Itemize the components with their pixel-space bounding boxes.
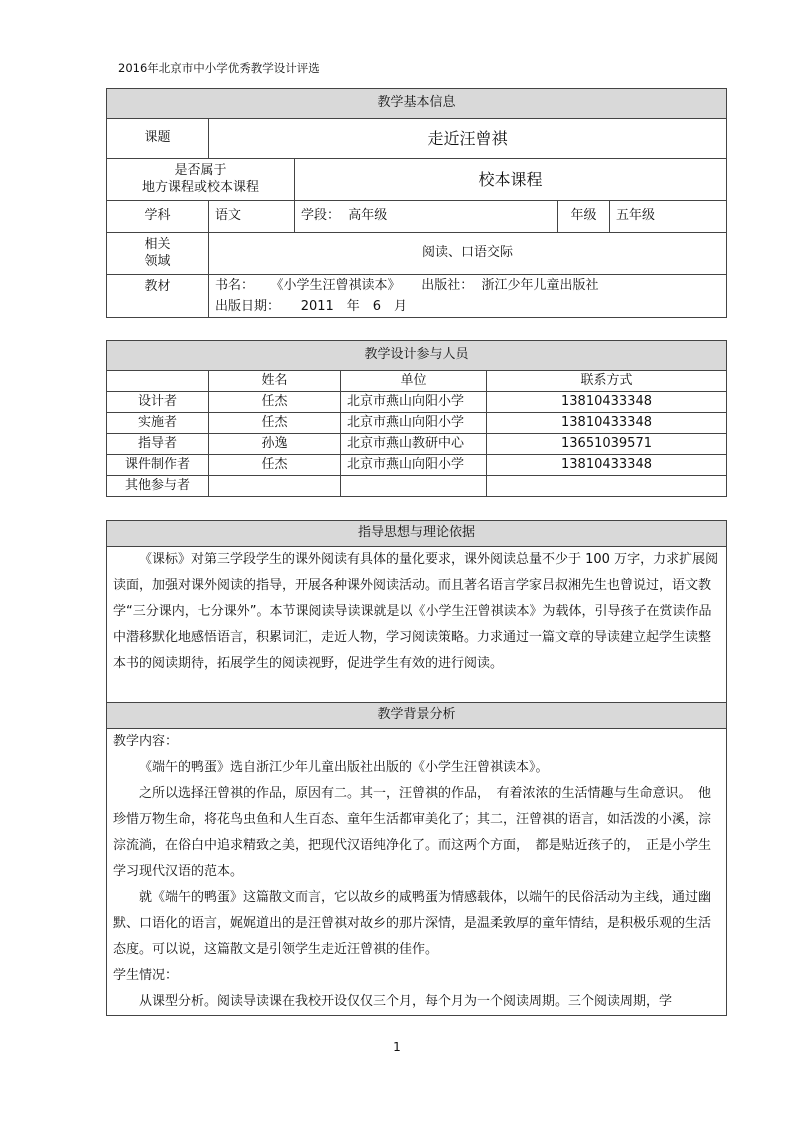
field-label-line2: 领域 — [144, 253, 171, 269]
book-value: 《小学生汪曾祺读本》 — [270, 278, 401, 293]
col-unit: 单位 — [341, 371, 487, 392]
publisher-label: 出版社： — [421, 278, 474, 293]
textbook-label: 教材 — [107, 275, 209, 318]
background-paragraph-3: 就《端午的鸭蛋》这篇散文而言，它以故乡的咸鸭蛋为情感载体，以端午的民俗活动为主线，通过幽默、口语化的语言，娓娓道出的是汪曾祺对故乡的那片深情，是温柔敦厚的童年情结，是积极乐观的生活态度。可以说，这篇散文是引领学生走近汪曾祺的佳作。 — [113, 890, 712, 957]
grade-label: 年级 — [558, 201, 610, 233]
background-paragraph-2: 之所以选择汪曾祺的作品，原因有二。其一，汪曾祺的作品， 有着浓浓的生活情趣与生命意识。 他珍惜万物生命，将花鸟虫鱼和人生百态、童年生活都审美化了；其二，汪曾祺的语言，如活泼的小溪，淙淙流淌，在俗白中追求精致之美，把现代汉语纯净化了。而这两个方面， 都是贴近孩子的， 正是小学生学习现代汉语的范本。 — [113, 786, 712, 879]
role: 其他参与者 — [107, 476, 209, 497]
course-label-line2: 地方课程或校本课程 — [141, 179, 259, 195]
participants-table — [106, 340, 727, 497]
person-unit: 北京市燕山向阳小学 — [341, 413, 487, 434]
content-label: 教学内容： — [113, 734, 179, 749]
person-name: 孙逸 — [209, 434, 341, 455]
table-row — [107, 455, 727, 476]
person-name — [209, 476, 341, 497]
col-name: 姓名 — [209, 371, 341, 392]
field-value: 阅读、口语交际 — [209, 233, 727, 275]
role: 设计者 — [107, 392, 209, 413]
person-phone — [487, 476, 727, 497]
role: 实施者 — [107, 413, 209, 434]
stage-label: 学段： — [301, 208, 341, 224]
course-type-label — [107, 159, 295, 201]
subject-value: 语文 — [209, 201, 295, 233]
book-label: 书名： — [215, 278, 255, 293]
field-label-line1: 相关 — [144, 237, 171, 253]
role: 指导者 — [107, 434, 209, 455]
course-label-line1: 是否属于 — [174, 163, 227, 179]
person-unit: 北京市燕山教研中心 — [341, 434, 487, 455]
grade-value: 五年级 — [610, 201, 727, 233]
basic-info-title: 教学基本信息 — [107, 89, 727, 119]
theory-body — [107, 547, 727, 703]
topic-label: 课题 — [107, 119, 209, 159]
person-unit — [341, 476, 487, 497]
person-phone: 13810433348 — [487, 455, 727, 476]
header-empty — [107, 371, 209, 392]
course-type-value: 校本课程 — [295, 159, 727, 201]
analysis-table — [106, 520, 727, 1016]
person-unit: 北京市燕山向阳小学 — [341, 455, 487, 476]
subject-label: 学科 — [107, 201, 209, 233]
person-phone: 13810433348 — [487, 413, 727, 434]
person-name: 任杰 — [209, 413, 341, 434]
field-label — [107, 233, 209, 275]
person-name: 任杰 — [209, 392, 341, 413]
student-label: 学生情况： — [113, 968, 179, 983]
basic-info-table — [106, 88, 727, 318]
stage-value: 高年级 — [348, 208, 388, 224]
page-header: 2016年北京市中小学优秀教学设计评选 — [118, 61, 320, 75]
background-paragraph-1: 《端午的鸭蛋》选自浙江少年儿童出版社出版的《小学生汪曾祺读本》。 — [139, 760, 549, 775]
page-number: 1 — [393, 1040, 401, 1054]
publisher-value: 浙江少年儿童出版社 — [481, 278, 599, 293]
textbook-value — [209, 275, 727, 318]
theory-title: 指导思想与理论依据 — [107, 521, 727, 547]
col-contact: 联系方式 — [487, 371, 727, 392]
date-label: 出版日期： — [215, 299, 281, 314]
background-body — [107, 729, 727, 1016]
person-name: 任杰 — [209, 455, 341, 476]
person-unit: 北京市燕山向阳小学 — [341, 392, 487, 413]
date-value: 2011 年 6 月 — [300, 299, 408, 314]
stage-cell — [295, 201, 558, 233]
table-row — [107, 413, 727, 434]
table-row — [107, 476, 727, 497]
theory-paragraph: 《课标》对第三学段学生的课外阅读有具体的量化要求，课外阅读总量不少于 100 万字，力求扩展阅读面，加强对课外阅读的指导，开展各种课外阅读活动。而且著名语言学家吕叔湘先生也曾说过，语文教学“三分课内，七分课外”。本节课阅读导读课就是以《小学生汪曾祺读本》为载体，引导孩子在赏读作品中潜移默化地感悟语言，积累词汇，走近人物，学习阅读策略。力求通过一篇文章的导读建立起学生读整本书的阅读期待，拓展学生的阅读视野，促进学生有效的进行阅读。 — [113, 552, 719, 671]
person-phone: 13810433348 — [487, 392, 727, 413]
role: 课件制作者 — [107, 455, 209, 476]
background-paragraph-4: 从课型分析。阅读导读课在我校开设仅仅三个月，每个月为一个阅读周期。三个阅读周期，学 — [139, 994, 673, 1009]
background-title: 教学背景分析 — [107, 703, 727, 729]
table-row — [107, 392, 727, 413]
participants-title: 教学设计参与人员 — [107, 341, 727, 371]
topic-value: 走近汪曾祺 — [209, 119, 727, 159]
person-phone: 13651039571 — [487, 434, 727, 455]
table-row — [107, 434, 727, 455]
